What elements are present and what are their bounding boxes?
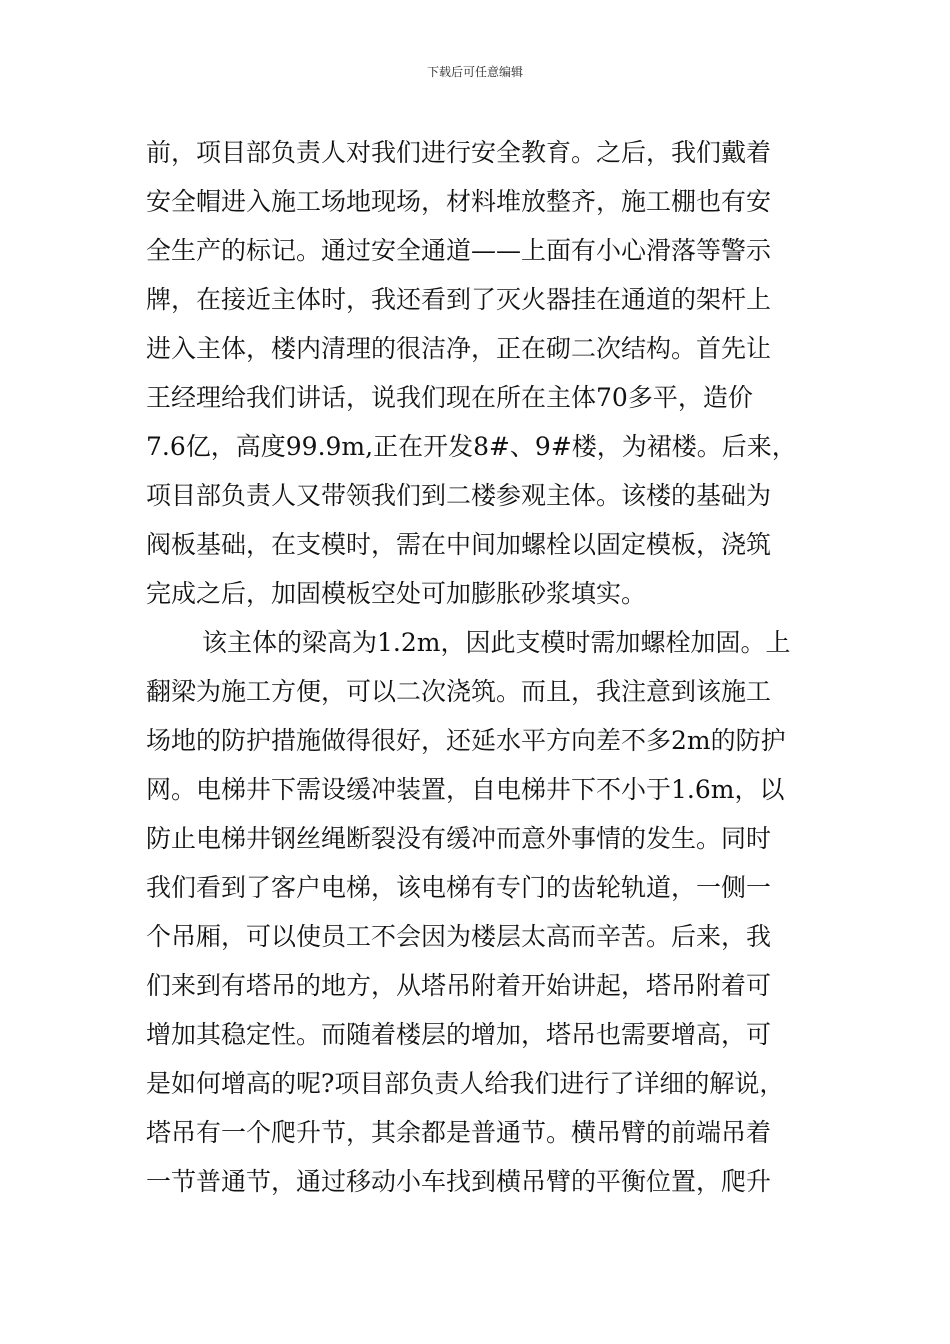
text-line: 我们看到了客户电梯，该电梯有专门的齿轮轨道，一侧一 [146,873,772,902]
text-line: 完成之后，加固模板空处可加膨胀砂浆填实。 [146,579,647,608]
text-line: 场地的防护措施做得很好，还延水平方向差不多2m的防护 [146,726,786,755]
text-line: 防止电梯井钢丝绳断裂没有缓冲而意外事情的发生。同时 [146,824,772,853]
text-line: 7.6亿，高度99.9m,正在开发8#、9#楼，为裙楼。后来， [146,432,797,461]
text-line: 网。电梯井下需设缓冲装置，自电梯井下不小于1.6m，以 [146,775,785,804]
paragraph-1 [146,128,810,618]
text-line: 增加其稳定性。而随着楼层的增加，塔吊也需要增高，可 [146,1020,772,1049]
text-line: 牌，在接近主体时，我还看到了灭火器挂在通道的架杆上 [146,285,772,314]
text-line: 翻梁为施工方便，可以二次浇筑。而且，我注意到该施工 [146,677,772,706]
text-line: 前，项目部负责人对我们进行安全教育。之后，我们戴着 [146,138,772,167]
document-body [146,128,810,1206]
text-line: 塔吊有一个爬升节，其余都是普通节。横吊臂的前端吊着 [146,1118,772,1147]
text-line: 王经理给我们讲话，说我们现在所在主体70多平，造价 [146,383,753,412]
text-line: 是如何增高的呢?项目部负责人给我们进行了详细的解说， [146,1069,785,1098]
paragraph-2 [146,618,810,1206]
text-line: 们来到有塔吊的地方，从塔吊附着开始讲起，塔吊附着可 [146,971,772,1000]
text-line: 全生产的标记。通过安全通道——上面有小心滑落等警示 [146,236,772,265]
text-line: 项目部负责人又带领我们到二楼参观主体。该楼的基础为 [146,481,772,510]
text-line: 阀板基础，在支模时，需在中间加螺栓以固定模板，浇筑 [146,530,772,559]
text-line: 安全帽进入施工场地现场，材料堆放整齐，施工棚也有安 [146,187,772,216]
page-header: 下载后可任意编辑 [426,65,523,79]
text-line: 一节普通节，通过移动小车找到横吊臂的平衡位置，爬升 [146,1167,772,1196]
text-line: 进入主体，楼内清理的很洁净，正在砌二次结构。首先让 [146,334,772,363]
text-line: 个吊厢，可以使员工不会因为楼层太高而辛苦。后来，我 [146,922,772,951]
text-line-first: 该主体的梁高为1.2m，因此支模时需加螺栓加固。上 [202,628,791,657]
